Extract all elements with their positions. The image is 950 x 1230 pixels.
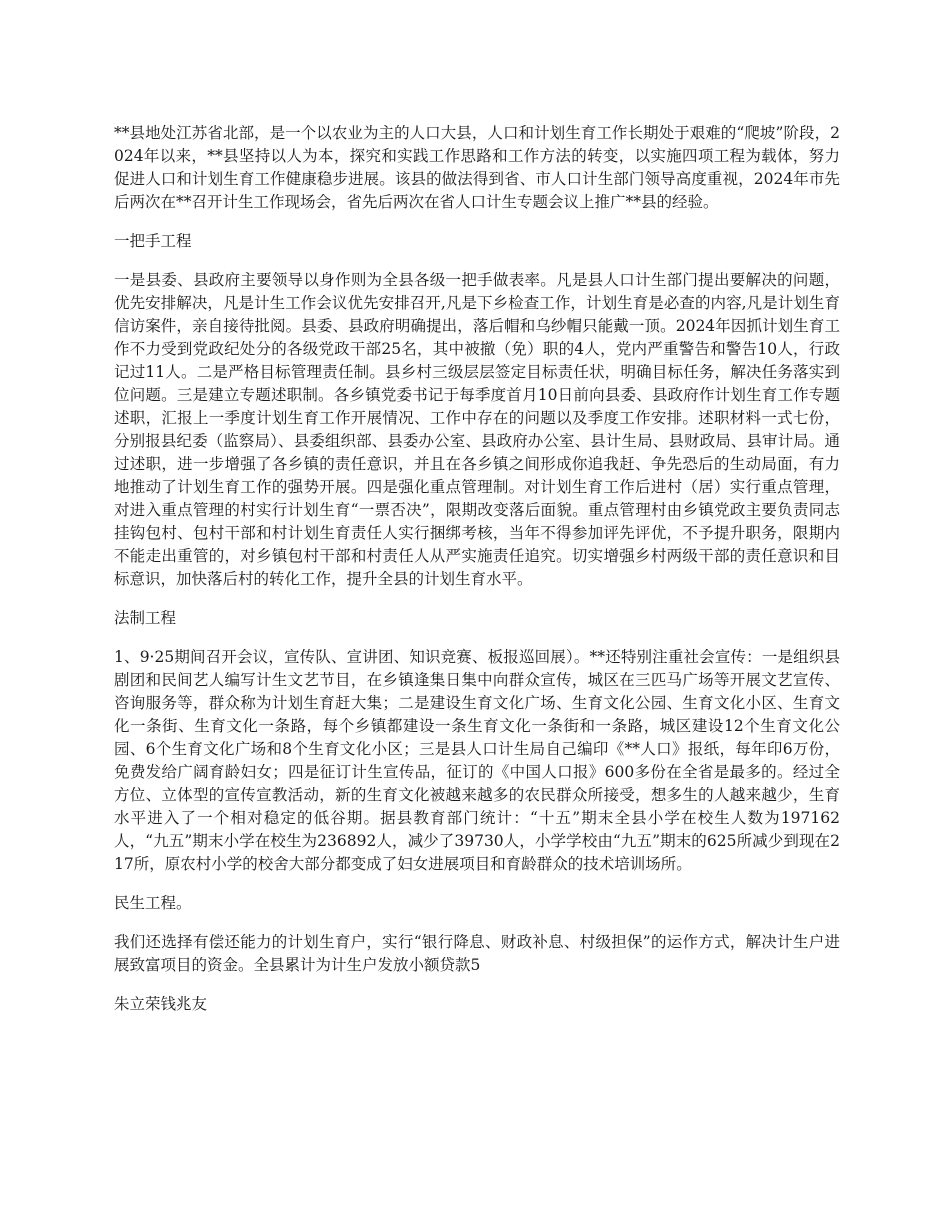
leadership-paragraph: 一是县委、县政府主要领导以身作则为全县各级一把手做表率。凡是县人口计生部门提出要解决的问题，优先安排解决，凡是计生工作会议优先安排召开,凡是下乡检查工作，计划生育是必查的内容,凡是计划生育信访案件，亲自接待批阅。县委、县政府明确提出，落后帽和乌纱帽只能戴一顶。2024年因抓计划生育工作不力受到党政纪处分的各级党政干部25名，其中被撤（免）职的4人，党内严重警告和警告10人，行政记过11人。二是严格目标管理责任制。县乡村三级层层签定目标责任状，明确目标任务，解决任务落实到位问题。三是建立专题述职制。各乡镇党委书记于每季度首月10日前向县委、县政府作计划生育工作专题述职，汇报上一季度计划生育工作开展情况、工作中存在的问题以及季度工作安排。述职材料一式七份，分别报县纪委（监察局）、县委组织部、县委办公室、县政府办公室、县计生局、县财政局、县审计局。通过述职，进一步增强了各乡镇的责任意识，并且在各乡镇之间形成你追我赶、争先恐后的生动局面，有力地推动了计划生育工作的强势开展。四是强化重点管理制。对计划生育工作后进村（居）实行重点管理，对进入重点管理的村实行计划生育“一票否决”，限期改变落后面貌。重点管理村由乡镇党政主要负责同志挂钩包村、包村干部和村计划生育责任人实行捆绑考核，当年不得参加评先评优，不予提升职务，限期内不能走出重管的，对乡镇包村干部和村责任人从严实施责任追究。切实增强乡村两级干部的责任意识和目标意识，加快落后村的转化工作，提升全县的计划生育水平。 — [114, 271, 840, 588]
section-heading-livelihood: 民生工程。 — [114, 894, 192, 912]
livelihood-paragraph: 我们还选择有偿还能力的计划生育户，实行“银行降息、财政补息、村级担保”的运作方式，解决计生户进展致富项目的资金。全县累计为计生户发放小额贷款5 — [114, 933, 840, 974]
section-heading-legal: 法制工程 — [114, 609, 177, 627]
author-line: 朱立荣钱兆友 — [114, 995, 208, 1013]
section-heading-leadership: 一把手工程 — [114, 232, 192, 250]
intro-paragraph: **县地处江苏省北部，是一个以农业为主的人口大县，人口和计划生育工作长期处于艰难的“爬坡”阶段，2024年以来，**县坚持以人为本，探究和实践工作思路和工作方法的转变，以实施四项工程为载体，努力促进人口和计划生育工作健康稳步进展。该县的做法得到省、市人口计生部门领导高度重视，2024年市先后两次在**召开计生工作现场会，省先后两次在省人口计生专题会议上推广**县的经验。 — [114, 124, 840, 211]
legal-paragraph: 1、9·25期间召开会议，宣传队、宣讲团、知识竞赛、板报巡回展）。**还特别注重社会宣传：一是组织县剧团和民间艺人编写计生文艺节目，在乡镇逢集日集中向群众宣传，城区在三匹马广场等开展文艺宣传、咨询服务等，群众称为计划生育赶大集；二是建设生育文化广场、生育文化公园、生育文化小区、生育文化一条街、生育文化一条路，每个乡镇都建设一条生育文化一条街和一条路，城区建设12个生育文化公园、6个生育文化广场和8个生育文化小区；三是县人口计生局自己编印《**人口》报纸，每年印6万份，免费发给广阔育龄妇女；四是征订计生宣传品，征订的《中国人口报》600多份在全省是最多的。经过全方位、立体型的宣传宣教活动，新的生育文化被越来越多的农民群众所接受，想多生的人越来越少，生育水平进入了一个相对稳定的低谷期。据县教育部门统计：“十五”期末全县小学在校生人数为197162人，“九五”期末小学在校生为236892人，减少了39730人，小学学校由“九五”期末的625所减少到现在217所，原农村小学的校舍大部分都变成了妇女进展项目和育龄群众的技术培训场所。 — [114, 648, 840, 873]
